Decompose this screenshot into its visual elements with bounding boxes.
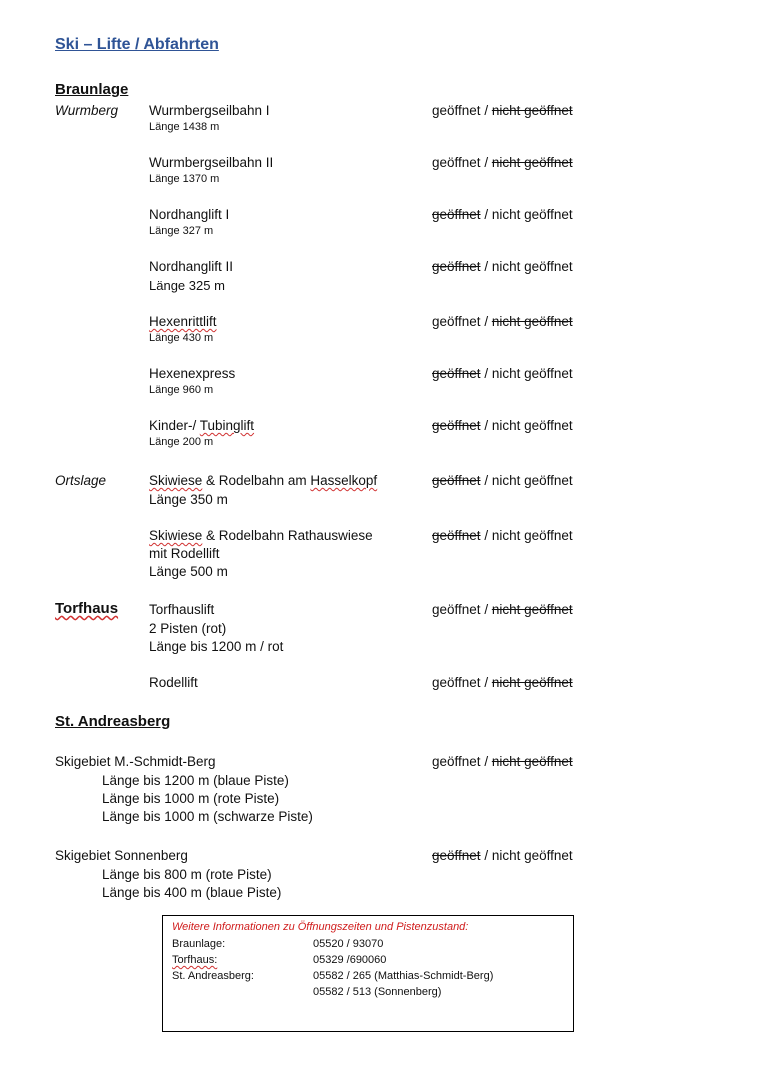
status-separator: / <box>480 259 492 274</box>
lift-status <box>432 528 573 543</box>
status-open: geöffnet <box>432 366 481 381</box>
lift-name: Wurmbergseilbahn I <box>149 103 270 118</box>
status-separator: / <box>480 418 492 433</box>
piste-length: Länge bis 1000 m (schwarze Piste) <box>102 809 313 824</box>
info-label: St. Andreasberg: <box>172 970 254 982</box>
status-closed: nicht geöffnet <box>491 602 573 617</box>
lift-subline: 2 Pisten (rot) <box>149 621 227 636</box>
status-open: geöffnet <box>432 418 481 433</box>
status-open: geöffnet <box>432 602 481 617</box>
info-label: Braunlage: <box>172 938 226 950</box>
piste-length: Länge bis 1000 m (rote Piste) <box>102 791 280 806</box>
lift-subline: mit Rodellift <box>149 546 220 561</box>
section-heading-torfhaus: Torfhaus <box>55 600 119 617</box>
status-separator: / <box>480 473 492 488</box>
ski-area-name: Skigebiet M.-Schmidt-Berg <box>55 754 216 769</box>
spellcheck-word: Tubinglift <box>199 418 255 433</box>
lift-length: Länge 1370 m <box>149 173 220 185</box>
status-separator: / <box>480 602 492 617</box>
lift-length: Länge 350 m <box>149 492 228 507</box>
lift-name: Wurmbergseilbahn II <box>149 155 274 170</box>
status-open: geöffnet <box>432 754 481 769</box>
status-open: geöffnet <box>432 848 481 863</box>
lift-name-part: Kinder-/ <box>149 418 200 433</box>
status-closed: nicht geöffnet <box>491 848 573 863</box>
lift-length: Länge 1438 m <box>149 121 220 133</box>
lift-length: Länge bis 1200 m / rot <box>149 639 284 654</box>
lift-length: Länge 960 m <box>149 384 214 396</box>
piste-length: Länge bis 400 m (blaue Piste) <box>102 885 282 900</box>
lift-name <box>149 418 254 433</box>
status-separator: / <box>480 528 492 543</box>
info-phone: 05329 /690060 <box>313 954 387 966</box>
status-closed: nicht geöffnet <box>491 207 573 222</box>
status-closed: nicht geöffnet <box>491 103 573 118</box>
lift-status <box>432 675 573 690</box>
status-closed: nicht geöffnet <box>491 155 573 170</box>
lift-status <box>432 848 573 863</box>
status-open: geöffnet <box>432 473 481 488</box>
lift-name: Rodellift <box>149 675 198 690</box>
section-heading-andreasberg: St. Andreasberg <box>55 713 171 730</box>
lift-name-part: & Rodelbahn Rathauswiese <box>202 528 373 543</box>
lift-length: Länge 500 m <box>149 564 228 579</box>
spellcheck-word: Skiwiese <box>149 473 203 488</box>
lift-name: Hexenexpress <box>149 366 236 381</box>
status-separator: / <box>480 155 492 170</box>
piste-length: Länge bis 800 m (rote Piste) <box>102 867 272 882</box>
lift-name: Torfhauslift <box>149 602 215 617</box>
spellcheck-word: Torfhaus: <box>172 954 218 966</box>
lift-status <box>432 366 573 381</box>
status-closed: nicht geöffnet <box>491 675 573 690</box>
status-open: geöffnet <box>432 259 481 274</box>
lift-name <box>149 473 377 488</box>
status-separator: / <box>480 675 492 690</box>
lift-length: Länge 325 m <box>149 278 225 293</box>
status-open: geöffnet <box>432 528 481 543</box>
status-separator: / <box>480 103 492 118</box>
info-heading: Weitere Informationen zu Öffnungszeiten und Pistenzustand: <box>172 921 469 933</box>
status-closed: nicht geöffnet <box>491 314 573 329</box>
page-title: Ski – Lifte / Abfahrten <box>55 36 219 53</box>
status-open: geöffnet <box>432 675 481 690</box>
status-closed: nicht geöffnet <box>491 473 573 488</box>
lift-length: Länge 327 m <box>149 225 214 237</box>
lift-status <box>432 314 573 329</box>
lift-status <box>432 259 573 274</box>
piste-length: Länge bis 1200 m (blaue Piste) <box>102 773 289 788</box>
lift-status <box>432 602 573 617</box>
status-open: geöffnet <box>432 103 481 118</box>
lift-status <box>432 207 573 222</box>
status-separator: / <box>480 754 492 769</box>
status-closed: nicht geöffnet <box>491 366 573 381</box>
spellcheck-word: Hexenrittlift <box>149 314 217 329</box>
lift-name: Nordhanglift I <box>149 207 230 222</box>
lift-name <box>149 528 373 543</box>
lift-status <box>432 473 573 488</box>
status-separator: / <box>480 207 492 222</box>
status-separator: / <box>480 366 492 381</box>
info-phone: 05582 / 265 (Matthias-Schmidt-Berg) <box>313 970 494 982</box>
area-label-ortslage: Ortslage <box>55 473 107 488</box>
lift-length: Länge 430 m <box>149 332 214 344</box>
lift-status <box>432 754 573 769</box>
lift-name <box>149 314 217 329</box>
info-label <box>172 954 217 966</box>
info-phone: 05582 / 513 (Sonnenberg) <box>313 986 442 998</box>
area-label-wurmberg: Wurmberg <box>55 103 119 118</box>
info-phone: 05520 / 93070 <box>313 938 384 950</box>
status-separator: / <box>480 314 492 329</box>
lift-name: Nordhanglift II <box>149 259 234 274</box>
status-closed: nicht geöffnet <box>491 528 573 543</box>
lift-status <box>432 103 573 118</box>
status-closed: nicht geöffnet <box>491 418 573 433</box>
lift-name-part: & Rodelbahn am <box>202 473 311 488</box>
lift-status <box>432 418 573 433</box>
section-heading-braunlage: Braunlage <box>55 81 129 98</box>
ski-area-name: Skigebiet Sonnenberg <box>55 848 188 863</box>
status-closed: nicht geöffnet <box>491 754 573 769</box>
status-separator: / <box>480 848 492 863</box>
lift-length: Länge 200 m <box>149 436 214 448</box>
status-open: geöffnet <box>432 155 481 170</box>
spellcheck-word: Hasselkopf <box>310 473 378 488</box>
status-open: geöffnet <box>432 207 481 222</box>
status-open: geöffnet <box>432 314 481 329</box>
status-closed: nicht geöffnet <box>491 259 573 274</box>
spellcheck-word: Skiwiese <box>149 528 203 543</box>
info-box <box>162 915 574 1032</box>
lift-status <box>432 155 573 170</box>
